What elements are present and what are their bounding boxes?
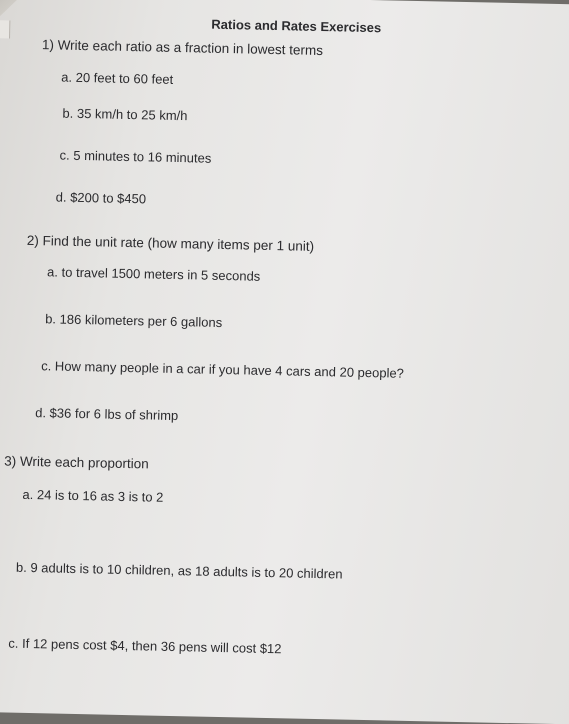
section-2-item-b: b. 186 kilometers per 6 gallons xyxy=(45,311,223,330)
worksheet-title: Ratios and Rates Exercises xyxy=(211,16,382,36)
section-3-heading: 3) Write each proportion xyxy=(4,453,149,472)
section-3-item-c: c. If 12 pens cost $4, then 36 pens will cost $12 xyxy=(8,635,282,657)
section-2-item-c: c. How many people in a car if you have 4 cars and 20 people? xyxy=(41,358,405,381)
section-2-item-d: d. $36 for 6 lbs of shrimp xyxy=(35,405,179,424)
paper-tab xyxy=(0,20,10,38)
section-3-item-b: b. 9 adults is to 10 children, as 18 adults is to 20 children xyxy=(15,559,343,582)
section-1-item-b: b. 35 km/h to 25 km/h xyxy=(62,105,188,124)
section-1-item-c: c. 5 minutes to 16 minutes xyxy=(59,147,212,166)
section-1-item-d: d. $200 to $450 xyxy=(55,189,147,207)
section-1-heading: 1) Write each ratio as a fraction in lowest terms xyxy=(41,37,324,59)
section-2-item-a: a. to travel 1500 meters in 5 seconds xyxy=(46,264,261,284)
section-3-item-a: a. 24 is to 16 as 3 is to 2 xyxy=(22,486,164,505)
section-1-item-a: a. 20 feet to 60 feet xyxy=(61,69,174,87)
section-2-heading: 2) Find the unit rate (how many items per 1 unit) xyxy=(26,232,315,254)
